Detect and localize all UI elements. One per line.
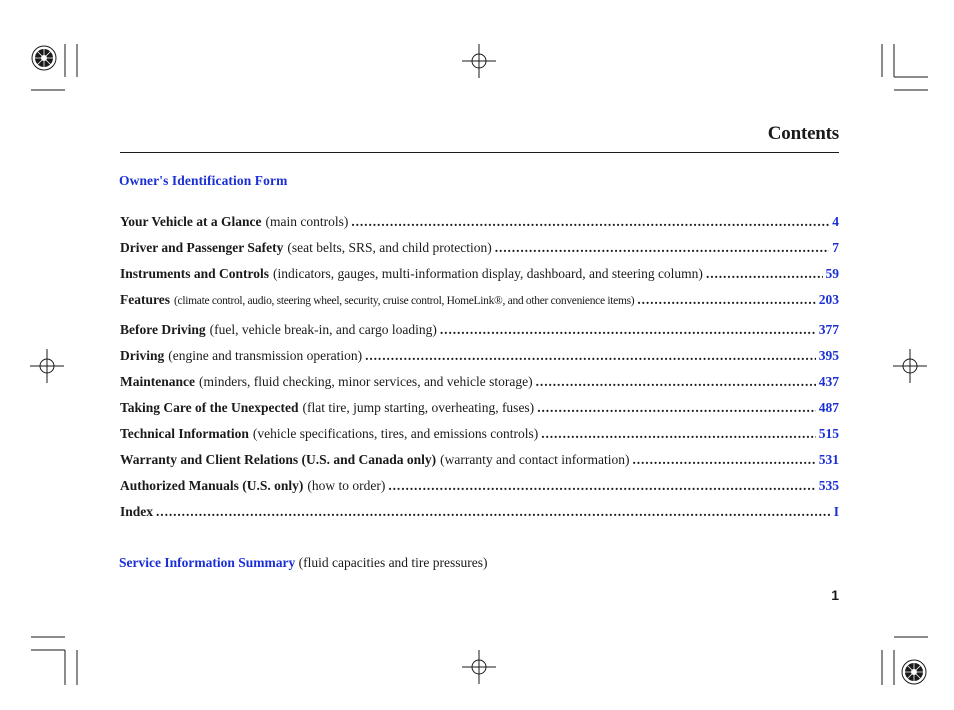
dot-leader: [156, 504, 831, 520]
toc-entry-taking-care-unexpected[interactable]: [120, 400, 839, 420]
toc-entry-title: Technical Information: [120, 426, 249, 441]
toc-entry-title: Instruments and Controls: [120, 266, 270, 281]
crosshair-icon: [462, 650, 496, 684]
toc-entry-maintenance[interactable]: [120, 374, 839, 394]
toc-entry-title: Before Driving: [120, 322, 206, 337]
toc-entry-title: Index: [120, 504, 154, 519]
crosshair-icon: [462, 44, 496, 78]
dot-leader: [537, 400, 816, 416]
toc-entry-desc: (engine and transmission operation): [168, 348, 363, 363]
toc-entry-page[interactable]: 531: [818, 452, 839, 467]
toc-entry-vehicle-at-a-glance[interactable]: [120, 214, 839, 234]
toc-entry-desc: (how to order): [307, 478, 386, 493]
toc-entry-title: Authorized Manuals (U.S. only): [120, 478, 304, 493]
toc-entry-desc: (main controls): [265, 214, 349, 229]
toc-entry-title: Driver and Passenger Safety: [120, 240, 284, 255]
toc-entry-page[interactable]: 437: [818, 374, 839, 389]
toc-entry-authorized-manuals[interactable]: [120, 478, 839, 498]
toc-entry-title: Taking Care of the Unexpected: [120, 400, 299, 415]
dot-leader: [536, 374, 816, 390]
crosshair-icon: [30, 349, 64, 383]
toc-entry-driving[interactable]: [120, 348, 839, 368]
dot-leader: [351, 214, 829, 230]
toc-entry-driver-passenger-safety[interactable]: [120, 240, 839, 260]
toc-entry-page[interactable]: 515: [818, 426, 839, 441]
dot-leader: [541, 426, 816, 442]
toc-entry-instruments-controls[interactable]: [120, 266, 839, 286]
dot-leader: [440, 322, 816, 338]
crosshair-icon: [893, 349, 927, 383]
toc-entry-page[interactable]: 487: [818, 400, 839, 415]
service-information-summary-link[interactable]: Service Information Summary: [119, 555, 296, 570]
dot-leader: [637, 292, 815, 308]
toc-entry-desc: (fuel, vehicle break-in, and cargo loading): [209, 322, 437, 337]
toc-entry-warranty-client-relations[interactable]: [120, 452, 839, 472]
toc-entry-page[interactable]: 535: [818, 478, 839, 493]
service-information-summary: [119, 555, 488, 571]
toc-entry-technical-information[interactable]: [120, 426, 839, 446]
toc-entry-page[interactable]: 395: [818, 348, 839, 363]
owner-identification-form-link[interactable]: Owner's Identification Form: [119, 173, 288, 188]
registration-target-icon: [32, 46, 56, 70]
toc-entry-page[interactable]: I: [833, 504, 839, 519]
page-number: 1: [831, 587, 839, 603]
dot-leader: [632, 452, 815, 468]
dot-leader: [495, 240, 830, 256]
toc-entry-index[interactable]: [120, 504, 839, 524]
toc-entry-desc: (flat tire, jump starting, overheating, fuses): [302, 400, 535, 415]
toc-entry-title: Driving: [120, 348, 165, 363]
service-information-desc: (fluid capacities and tire pressures): [298, 555, 488, 570]
dot-leader: [706, 266, 823, 282]
toc-entry-desc: (warranty and contact information): [440, 452, 630, 467]
toc-entry-desc: (indicators, gauges, multi-information display, dashboard, and steering column): [273, 266, 703, 281]
toc-entry-desc: (vehicle specifications, tires, and emissions controls): [252, 426, 539, 441]
toc-entry-title: Warranty and Client Relations (U.S. and Canada only): [120, 452, 437, 467]
toc-entry-desc: (minders, fluid checking, minor services, and vehicle storage): [199, 374, 533, 389]
toc-entry-page[interactable]: 59: [825, 266, 839, 281]
toc-entry-page[interactable]: 7: [832, 240, 839, 255]
toc-entry-title: Features: [120, 292, 170, 307]
toc-entry-desc: (seat belts, SRS, and child protection): [287, 240, 492, 255]
toc-entry-features[interactable]: [120, 292, 839, 312]
toc-entry-title: Maintenance: [120, 374, 195, 389]
registration-target-icon: [902, 660, 926, 684]
toc-entry-title: Your Vehicle at a Glance: [120, 214, 262, 229]
title-rule: [120, 152, 839, 153]
dot-leader: [388, 478, 815, 494]
toc-entry-before-driving[interactable]: [120, 322, 839, 342]
toc-entry-page[interactable]: 4: [832, 214, 839, 229]
toc-entry-desc: (climate control, audio, steering wheel, security, cruise control, HomeLink®, and other convenience items): [174, 295, 635, 307]
toc-entry-page[interactable]: 203: [818, 292, 839, 307]
page-title: Contents: [767, 123, 839, 144]
toc-entry-page[interactable]: 377: [818, 322, 839, 337]
dot-leader: [365, 348, 816, 364]
